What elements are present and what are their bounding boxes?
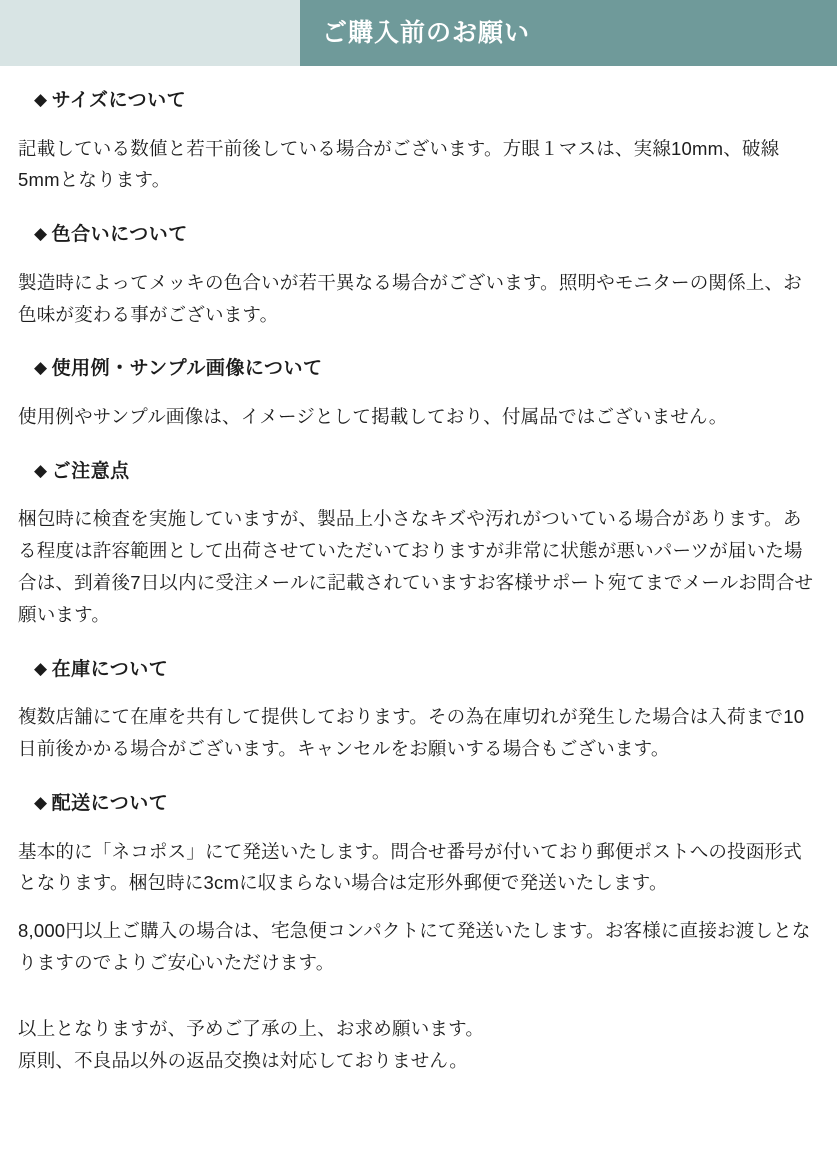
section-cautions — [18, 459, 819, 631]
diamond-icon: ◆ — [34, 460, 48, 480]
section-heading — [18, 657, 819, 684]
section-heading — [18, 791, 819, 818]
section-heading-label: 使用例・サンプル画像について — [51, 358, 323, 380]
page-title: ご購入前のお願い — [322, 18, 531, 47]
section-heading — [18, 459, 819, 486]
section-size — [18, 88, 819, 196]
section-sample-images — [18, 356, 819, 432]
section-heading-label: 在庫について — [51, 658, 169, 680]
section-paragraph: 使用例やサンプル画像は、イメージとして掲載しており、付属品ではございません。 — [18, 406, 728, 428]
document-banner — [0, 0, 837, 66]
banner-left-block — [0, 0, 300, 66]
section-paragraph: 8,000円以上ご購入の場合は、宅急便コンパクトにて発送いたします。お客様に直接お渡しとなりますのでよりご安心いただけます。 — [18, 920, 811, 973]
diamond-icon: ◆ — [34, 792, 48, 812]
diamond-icon: ◆ — [34, 224, 48, 244]
section-heading-label: 配送について — [51, 792, 169, 814]
section-heading — [18, 356, 819, 383]
closing-note — [18, 1013, 819, 1077]
section-paragraph: 梱包時に検査を実施していますが、製品上小さなキズや汚れがついている場合があります。ある程度は許容範囲として出荷させていただいておりますが非常に状態が悪いパーツが届いた場合は、到着後7日以内に受注メールに記載されていますお客様サポート宛てまでメールお問合せ願います。 — [18, 508, 814, 625]
section-heading-label: ご注意点 — [51, 460, 130, 482]
section-shipping — [18, 791, 819, 979]
section-heading-label: 色合いについて — [51, 224, 188, 246]
section-paragraph: 基本的に「ネコポス」にて発送いたします。問合せ番号が付いており郵便ポストへの投函形式となります。梱包時に3cmに収まらない場合は定形外郵便で発送いたします。 — [18, 840, 802, 894]
section-heading-label: サイズについて — [51, 90, 187, 111]
section-color — [18, 222, 819, 330]
section-paragraph: 製造時によってメッキの色合いが若干異なる場合がございます。照明やモニターの関係上、お色味が変わる事がございます。 — [18, 271, 802, 325]
diamond-icon: ◆ — [34, 358, 48, 378]
diamond-icon: ◆ — [34, 658, 48, 678]
section-paragraph: 複数店舗にて在庫を共有して提供しております。その為在庫切れが発生した場合は入荷まで10日前後かかる場合がございます。キャンセルをお願いする場合もございます。 — [18, 706, 805, 760]
section-stock — [18, 657, 819, 765]
document-body — [0, 88, 837, 1094]
closing-line-1: 以上となりますが、予めご了承の上、お求め願います。 — [18, 1017, 485, 1039]
closing-line-2: 原則、不良品以外の返品交換は対応しておりません。 — [18, 1049, 468, 1071]
diamond-icon: ◆ — [34, 90, 48, 109]
banner-title-block — [300, 0, 837, 66]
section-heading — [18, 88, 819, 115]
section-heading — [18, 222, 819, 249]
section-paragraph: 記載している数値と若干前後している場合がございます。方眼１マスは、実線10mm、破線5mmとなります。 — [18, 137, 780, 191]
